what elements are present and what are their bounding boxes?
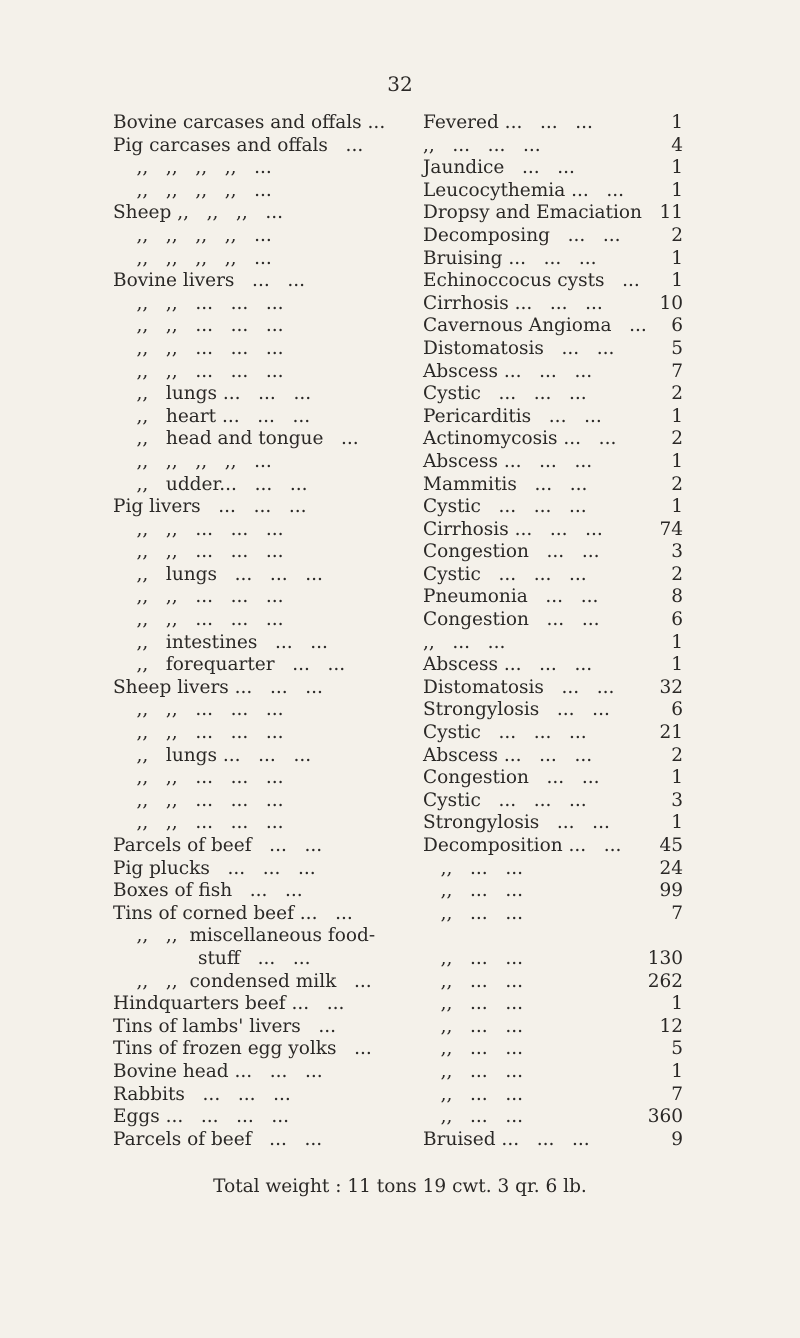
table-row <box>113 406 683 429</box>
table-row <box>113 677 683 700</box>
table-row <box>113 225 683 248</box>
item-text: ,, ,, ... ... ... <box>113 812 284 834</box>
count-cell: 45 <box>659 835 683 856</box>
cause-cell: Actinomycosis ... ... <box>423 428 617 450</box>
count-cell: 1 <box>671 405 683 427</box>
table-row <box>113 586 683 609</box>
count-cell: 9 <box>671 1128 683 1150</box>
table-row <box>113 1084 683 1107</box>
table-row <box>113 1038 683 1061</box>
table-row <box>113 451 683 474</box>
table-row <box>113 293 683 316</box>
item-text: ,, ,, condensed milk ... <box>113 970 372 992</box>
item-cell <box>113 971 372 994</box>
item-cell <box>113 564 323 587</box>
item-cell <box>113 406 310 429</box>
item-cell <box>113 880 303 903</box>
table-row <box>113 925 683 970</box>
count-cell: 6 <box>671 609 683 631</box>
table-row <box>113 722 683 745</box>
item-text: Tins of frozen egg yolks ... <box>113 1038 372 1060</box>
item-text: ,, udder... ... ... <box>113 473 308 495</box>
cause-cell: ,, ... ... <box>423 857 523 879</box>
item-cell <box>113 225 272 248</box>
item-cell <box>113 812 284 835</box>
item-text: ,, lungs ... ... ... <box>113 383 312 405</box>
cause-cell: Decomposition ... ... <box>423 835 622 856</box>
item-cell <box>113 383 311 406</box>
item-text: Bovine livers ... ... <box>113 270 305 292</box>
item-cell <box>113 338 284 361</box>
count-cell: 1 <box>671 450 683 472</box>
count-cell: 21 <box>659 722 683 744</box>
count-cell: 99 <box>659 880 683 902</box>
cause-cell: Cystic ... ... ... <box>423 563 587 585</box>
table-row <box>113 993 683 1016</box>
cause-cell: ,, ... ... <box>423 1106 523 1128</box>
count-cell: 32 <box>659 676 683 698</box>
table-row <box>113 519 683 542</box>
cause-cell: Abscess ... ... ... <box>423 450 593 472</box>
count-cell: 2 <box>671 428 683 450</box>
table-row <box>113 812 683 835</box>
table-row <box>113 767 683 790</box>
condemned-food-table <box>113 112 683 1151</box>
cause-cell: ,, ... ... <box>423 970 523 992</box>
count-cell: 11 <box>659 202 683 224</box>
item-cell <box>113 654 345 677</box>
cause-cell: ,, ... ... <box>423 1015 523 1037</box>
count-cell: 4 <box>671 134 683 156</box>
item-cell <box>113 722 284 745</box>
item-text: ,, ,, ,, ,, ... <box>113 179 272 201</box>
item-cell <box>113 1084 291 1107</box>
item-text: ,, ,, ... ... ... <box>113 292 284 314</box>
count-cell: 7 <box>671 902 683 924</box>
cause-cell: Cirrhosis ... ... ... <box>423 518 603 540</box>
table-row <box>113 270 683 293</box>
cause-cell: ,, ... ... <box>423 1060 523 1082</box>
item-text: Pig carcases and offals ... <box>113 134 364 156</box>
cause-cell: Cavernous Angioma ... <box>423 315 647 337</box>
item-text: Bovine head ... ... ... <box>113 1060 323 1082</box>
count-cell: 1 <box>671 496 683 518</box>
count-cell: 7 <box>671 1083 683 1105</box>
item-cell <box>113 632 328 655</box>
table-row <box>113 112 683 135</box>
cause-cell: Cirrhosis ... ... ... <box>423 292 603 314</box>
table-row <box>113 361 683 384</box>
count-cell: 1 <box>671 247 683 269</box>
item-text: Tins of lambs' livers ... <box>113 1015 337 1037</box>
item-text: Eggs ... ... ... ... <box>113 1106 290 1128</box>
table-row <box>113 248 683 271</box>
count-cell: 360 <box>647 1106 683 1128</box>
item-text: Hindquarters beef ... ... <box>113 993 345 1015</box>
table-row <box>113 541 683 564</box>
item-cell <box>113 315 284 338</box>
count-cell: 1 <box>671 179 683 201</box>
item-cell <box>113 858 316 881</box>
item-text: ,, ,, ... ... ... <box>113 699 284 721</box>
item-text: ,, ,, ... ... ... <box>113 518 284 540</box>
total-weight: Total weight : 11 tons 19 cwt. 3 qr. 6 lb. <box>213 1176 587 1197</box>
item-cell <box>113 541 284 564</box>
count-cell: 7 <box>671 360 683 382</box>
table-row <box>113 1106 683 1129</box>
cause-cell: ,, ... ... ... <box>423 134 541 156</box>
item-cell <box>113 767 284 790</box>
cause-cell: ,, ... ... <box>423 902 523 924</box>
item-cell <box>113 790 284 813</box>
cause-cell: ,, ... ... <box>423 1038 523 1060</box>
count-cell: 6 <box>671 315 683 337</box>
cause-cell: ,, ... ... <box>423 947 523 969</box>
table-row <box>113 1129 683 1152</box>
item-text: Pig livers ... ... ... <box>113 496 307 518</box>
cause-cell: Decomposing ... ... <box>423 224 621 246</box>
count-cell: 5 <box>671 337 683 359</box>
cause-cell: Dropsy and Emaciation <box>423 202 642 224</box>
item-text: ,, ,, ,, ,, ... <box>113 450 272 472</box>
cause-cell: Abscess ... ... ... <box>423 360 593 382</box>
count-cell: 2 <box>671 224 683 246</box>
item-cell <box>113 474 308 497</box>
item-text: Parcels of beef ... ... <box>113 835 323 856</box>
cause-cell: Abscess ... ... ... <box>423 744 593 766</box>
item-text: ,, ,, ,, ,, ... <box>113 157 272 179</box>
item-cell <box>113 586 284 609</box>
cause-cell: Bruised ... ... ... <box>423 1128 590 1150</box>
item-cell <box>113 609 284 632</box>
item-cell <box>113 1038 372 1061</box>
item-text-continued: stuff ... ... <box>198 947 311 969</box>
table-row <box>113 790 683 813</box>
count-cell: 2 <box>671 563 683 585</box>
cause-cell: Congestion ... ... <box>423 609 600 631</box>
cause-cell: Bruising ... ... ... <box>423 247 597 269</box>
cause-cell: Strongylosis ... ... <box>423 812 610 834</box>
count-cell: 8 <box>671 586 683 608</box>
table-row <box>113 564 683 587</box>
item-cell <box>113 745 311 768</box>
cause-cell: Cystic ... ... ... <box>423 722 587 744</box>
cause-cell: Strongylosis ... ... <box>423 699 610 721</box>
item-cell <box>113 293 284 316</box>
item-cell <box>113 519 284 542</box>
table-row <box>113 835 683 858</box>
table-row <box>113 383 683 406</box>
page-number: 32 <box>387 72 413 96</box>
item-text: Parcels of beef ... ... <box>113 1128 323 1150</box>
item-cell <box>113 112 385 135</box>
cause-cell: ,, ... ... <box>423 631 506 653</box>
table-row <box>113 315 683 338</box>
item-text: Sheep livers ... ... ... <box>113 676 323 698</box>
item-text: ,, ,, ... ... ... <box>113 767 284 789</box>
table-row <box>113 157 683 180</box>
table-row <box>113 496 683 519</box>
item-cell <box>113 1129 322 1152</box>
item-text: Rabbits ... ... ... <box>113 1083 291 1105</box>
item-text: ,, ,, ... ... ... <box>113 337 284 359</box>
cause-cell: Abscess ... ... ... <box>423 654 593 676</box>
item-text: ,, ,, ... ... ... <box>113 541 284 563</box>
table-row <box>113 428 683 451</box>
item-text: ,, ,, ... ... ... <box>113 360 284 382</box>
cause-cell: Pneumonia ... ... <box>423 586 599 608</box>
item-cell <box>113 1016 336 1039</box>
cause-cell: Leucocythemia ... ... <box>423 179 625 201</box>
table-row <box>113 858 683 881</box>
item-text: Sheep ,, ,, ,, ... <box>113 202 284 224</box>
count-cell: 10 <box>659 292 683 314</box>
item-text: ,, ,, ... ... ... <box>113 789 284 811</box>
item-cell <box>113 496 307 519</box>
count-cell: 1 <box>671 767 683 789</box>
item-cell <box>113 925 375 970</box>
count-cell: 5 <box>671 1038 683 1060</box>
count-cell: 1 <box>671 993 683 1015</box>
item-cell <box>113 202 283 225</box>
cause-cell: Cystic ... ... ... <box>423 789 587 811</box>
item-text: Boxes of fish ... ... <box>113 880 303 902</box>
table-row <box>113 654 683 677</box>
count-cell: 1 <box>671 112 683 133</box>
cause-cell: Distomatosis ... ... <box>423 676 615 698</box>
cause-cell: Distomatosis ... ... <box>423 337 615 359</box>
item-text: Pig plucks ... ... ... <box>113 857 316 879</box>
cause-cell: Cystic ... ... ... <box>423 496 587 518</box>
table-row <box>113 903 683 926</box>
item-text: ,, ,, ... ... ... <box>113 609 284 631</box>
count-cell: 1 <box>671 157 683 179</box>
item-cell <box>113 903 353 926</box>
item-cell <box>113 677 323 700</box>
table-row <box>113 1061 683 1084</box>
item-text: ,, lungs ... ... ... <box>113 744 312 766</box>
table-row <box>113 180 683 203</box>
table-row <box>113 338 683 361</box>
item-text: ,, ,, ,, ,, ... <box>113 247 272 269</box>
item-text: ,, head and tongue ... <box>113 428 359 450</box>
item-text: ,, forequarter ... ... <box>113 654 346 676</box>
item-text: ,, heart ... ... ... <box>113 405 311 427</box>
count-cell: 2 <box>671 473 683 495</box>
item-text: ,, ,, ... ... ... <box>113 722 284 744</box>
count-cell: 6 <box>671 699 683 721</box>
item-text: ,, lungs ... ... ... <box>113 563 323 585</box>
item-cell <box>113 993 344 1016</box>
count-cell: 1 <box>671 1060 683 1082</box>
item-cell <box>113 428 359 451</box>
count-cell: 2 <box>671 383 683 405</box>
cause-cell: Pericarditis ... ... <box>423 405 602 427</box>
cause-cell: ,, ... ... <box>423 993 523 1015</box>
count-cell: 24 <box>659 857 683 879</box>
item-cell <box>113 180 272 203</box>
cause-cell: Echinoccocus cysts ... <box>423 270 640 292</box>
count-cell: 12 <box>659 1015 683 1037</box>
count-cell: 262 <box>647 970 683 992</box>
count-cell: 1 <box>671 654 683 676</box>
table-row <box>113 971 683 994</box>
item-text: Tins of corned beef ... ... <box>113 902 353 924</box>
item-cell <box>113 699 284 722</box>
table-row <box>113 609 683 632</box>
table-row <box>113 880 683 903</box>
count-cell: 74 <box>659 518 683 540</box>
item-text: Bovine carcases and offals ... <box>113 112 386 133</box>
item-cell <box>113 157 272 180</box>
item-cell <box>113 361 284 384</box>
item-text: ,, ,, miscellaneous food- <box>113 925 376 947</box>
table-row <box>113 202 683 225</box>
count-cell: 1 <box>671 631 683 653</box>
table-row <box>113 632 683 655</box>
item-text: ,, ,, ,, ,, ... <box>113 224 272 246</box>
cause-cell: ,, ... ... <box>423 1083 523 1105</box>
count-cell: 2 <box>671 744 683 766</box>
table-row <box>113 474 683 497</box>
cause-cell: Congestion ... ... <box>423 541 600 563</box>
table-row <box>113 699 683 722</box>
item-cell <box>113 451 272 474</box>
count-cell: 130 <box>647 947 683 969</box>
table-row <box>113 745 683 768</box>
item-cell <box>113 270 305 293</box>
item-text: ,, ,, ... ... ... <box>113 315 284 337</box>
table-row <box>113 135 683 158</box>
item-cell <box>113 135 363 158</box>
item-text: ,, ,, ... ... ... <box>113 586 284 608</box>
item-text: ,, intestines ... ... <box>113 631 328 653</box>
item-cell <box>113 1061 323 1084</box>
item-cell <box>113 1106 289 1129</box>
cause-cell: ,, ... ... <box>423 880 523 902</box>
item-cell <box>113 248 272 271</box>
table-row <box>113 1016 683 1039</box>
cause-cell: Congestion ... ... <box>423 767 600 789</box>
cause-cell: Jaundice ... ... <box>423 157 575 179</box>
cause-cell: Mammitis ... ... <box>423 473 588 495</box>
cause-cell: Fevered ... ... ... <box>423 112 593 133</box>
cause-cell: Cystic ... ... ... <box>423 383 587 405</box>
count-cell: 1 <box>671 812 683 834</box>
count-cell: 3 <box>671 789 683 811</box>
count-cell: 1 <box>671 270 683 292</box>
item-cell <box>113 835 322 858</box>
count-cell: 3 <box>671 541 683 563</box>
